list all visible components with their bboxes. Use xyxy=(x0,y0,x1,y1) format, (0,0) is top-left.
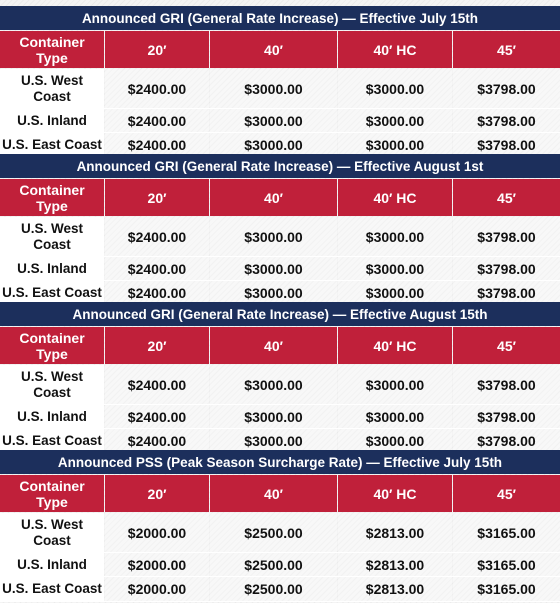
rate-value: $2400.00 xyxy=(105,365,209,404)
rate-value: $3000.00 xyxy=(210,405,337,428)
section-title: Announced PSS (Peak Season Surcharge Rate) — Effective July 15th xyxy=(0,450,560,474)
column-header: 40′ HC xyxy=(338,31,452,68)
rate-value: $2813.00 xyxy=(338,577,452,601)
row-label-u-s-inland: U.S. Inland xyxy=(0,405,104,428)
rate-value: $3000.00 xyxy=(210,69,337,108)
rate-value: $2400.00 xyxy=(105,217,209,256)
rate-value: $2500.00 xyxy=(210,513,337,552)
rate-value: $3798.00 xyxy=(453,405,560,428)
rate-value: $2813.00 xyxy=(338,513,452,552)
rate-value: $2400.00 xyxy=(105,405,209,428)
rate-value: $3798.00 xyxy=(453,217,560,256)
rate-value: $3165.00 xyxy=(453,577,560,601)
row-label-u-s-west-coast: U.S. West Coast xyxy=(0,217,104,256)
column-header-container-type: Container Type xyxy=(0,31,104,68)
rate-value: $2000.00 xyxy=(105,577,209,601)
column-header-container-type: Container Type xyxy=(0,475,104,512)
row-label-u-s-west-coast: U.S. West Coast xyxy=(0,513,104,552)
rate-value: $3000.00 xyxy=(338,365,452,404)
row-label-u-s-inland: U.S. Inland xyxy=(0,109,104,132)
rate-value: $2813.00 xyxy=(338,553,452,576)
rate-value: $3000.00 xyxy=(210,109,337,132)
rate-value: $3000.00 xyxy=(338,257,452,280)
rate-value: $3165.00 xyxy=(453,553,560,576)
rate-value: $3798.00 xyxy=(453,281,560,305)
column-header: 45′ xyxy=(453,31,560,68)
rate-value: $3165.00 xyxy=(453,513,560,552)
row-label-u-s-inland: U.S. Inland xyxy=(0,257,104,280)
row-label-u-s-west-coast: U.S. West Coast xyxy=(0,365,104,404)
rate-value: $3798.00 xyxy=(453,429,560,453)
column-header-container-type: Container Type xyxy=(0,327,104,364)
section-title: Announced GRI (General Rate Increase) — Effective July 15th xyxy=(0,6,560,30)
row-label-u-s-inland: U.S. Inland xyxy=(0,553,104,576)
rate-value: $2000.00 xyxy=(105,553,209,576)
rate-value: $3000.00 xyxy=(338,405,452,428)
column-header: 40′ HC xyxy=(338,179,452,216)
column-header: 20′ xyxy=(105,179,209,216)
rate-value: $3000.00 xyxy=(338,429,452,453)
column-header: 45′ xyxy=(453,179,560,216)
rate-value: $3000.00 xyxy=(210,257,337,280)
rate-value: $3000.00 xyxy=(210,429,337,453)
rate-value: $3000.00 xyxy=(338,69,452,108)
column-header: 45′ xyxy=(453,475,560,512)
rate-value: $3000.00 xyxy=(338,217,452,256)
rate-value: $3798.00 xyxy=(453,133,560,157)
rate-value: $2500.00 xyxy=(210,577,337,601)
column-header: 40′ HC xyxy=(338,475,452,512)
rate-value: $3000.00 xyxy=(210,133,337,157)
row-label-u-s-east-coast: U.S. East Coast xyxy=(0,133,104,157)
column-header: 40′ xyxy=(210,179,337,216)
rate-value: $3000.00 xyxy=(338,133,452,157)
column-header: 40′ xyxy=(210,475,337,512)
column-header: 20′ xyxy=(105,31,209,68)
rate-value: $2000.00 xyxy=(105,513,209,552)
rate-value: $3000.00 xyxy=(210,365,337,404)
rate-value: $2400.00 xyxy=(105,257,209,280)
rate-value: $3000.00 xyxy=(338,109,452,132)
row-label-u-s-east-coast: U.S. East Coast xyxy=(0,577,104,601)
rate-value: $2400.00 xyxy=(105,281,209,305)
row-label-u-s-east-coast: U.S. East Coast xyxy=(0,281,104,305)
row-divider xyxy=(0,601,560,602)
rate-value: $3000.00 xyxy=(210,281,337,305)
rate-value: $3798.00 xyxy=(453,69,560,108)
row-label-u-s-west-coast: U.S. West Coast xyxy=(0,69,104,108)
column-header: 40′ xyxy=(210,31,337,68)
column-header: 20′ xyxy=(105,475,209,512)
rate-value: $3798.00 xyxy=(453,257,560,280)
rate-value: $3798.00 xyxy=(453,365,560,404)
rate-value: $3798.00 xyxy=(453,109,560,132)
rate-value: $2400.00 xyxy=(105,133,209,157)
rate-value: $2400.00 xyxy=(105,109,209,132)
rate-value: $2400.00 xyxy=(105,429,209,453)
rate-value: $2400.00 xyxy=(105,69,209,108)
column-header: 40′ xyxy=(210,327,337,364)
rate-value: $3000.00 xyxy=(210,217,337,256)
column-header: 40′ HC xyxy=(338,327,452,364)
rate-value: $2500.00 xyxy=(210,553,337,576)
row-label-u-s-east-coast: U.S. East Coast xyxy=(0,429,104,453)
column-header: 45′ xyxy=(453,327,560,364)
rate-value: $3000.00 xyxy=(338,281,452,305)
column-header: 20′ xyxy=(105,327,209,364)
column-header-container-type: Container Type xyxy=(0,179,104,216)
section-title: Announced GRI (General Rate Increase) — Effective August 15th xyxy=(0,302,560,326)
section-title: Announced GRI (General Rate Increase) — Effective August 1st xyxy=(0,154,560,178)
